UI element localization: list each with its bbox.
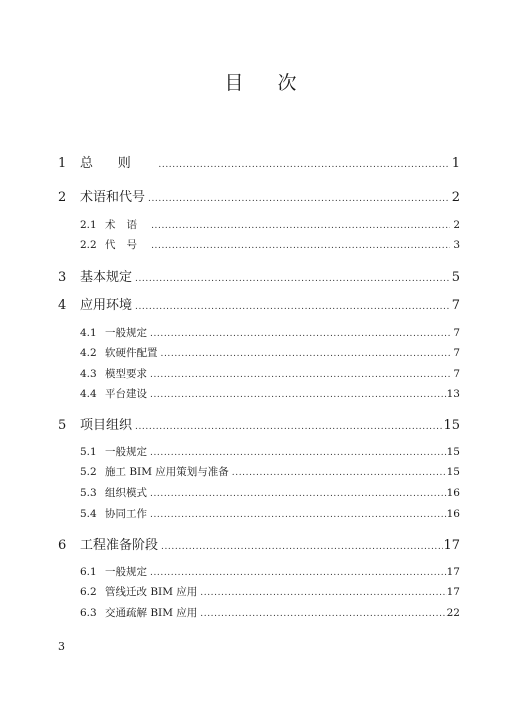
toc-entry-number: 2 bbox=[58, 190, 67, 205]
toc-entry-page: 16 bbox=[446, 508, 460, 520]
toc-entry-number: 5.4 bbox=[80, 508, 97, 520]
toc-entry-6-2[interactable] bbox=[80, 584, 460, 599]
toc-entry-label: 交通疏解 BIM 应用 bbox=[105, 607, 198, 619]
dot-leader bbox=[148, 568, 447, 578]
toc-entry-number: 5.2 bbox=[80, 466, 97, 478]
toc-entry-label: 施工 BIM 应用策划与准备 bbox=[105, 466, 229, 478]
dot-leader bbox=[133, 302, 450, 312]
toc-entry-label: 组织模式 bbox=[105, 487, 147, 499]
toc-entry-page: 7 bbox=[451, 298, 460, 313]
toc-entry-label: 项目组织 bbox=[80, 418, 133, 433]
toc-entry-5-4[interactable] bbox=[80, 506, 460, 521]
dot-leader bbox=[149, 221, 450, 231]
toc-entry-5-1[interactable] bbox=[80, 444, 460, 459]
toc-entry-number: 4.2 bbox=[80, 347, 97, 359]
dot-leader bbox=[148, 390, 447, 400]
toc-entry-2-1[interactable] bbox=[80, 217, 460, 232]
dot-leader bbox=[156, 160, 450, 170]
toc-entry-number: 4.3 bbox=[80, 368, 97, 380]
dot-leader bbox=[148, 448, 447, 458]
toc-entry-label: 术语 bbox=[105, 219, 149, 231]
toc-entry-number: 2.1 bbox=[80, 219, 97, 231]
toc-entry-4-1[interactable] bbox=[80, 325, 460, 340]
toc-entry-page: 3 bbox=[453, 239, 460, 251]
toc-entry-number: 6.3 bbox=[80, 607, 97, 619]
toc-entry-5[interactable] bbox=[58, 414, 460, 433]
toc-entry-number: 4.4 bbox=[80, 388, 97, 400]
dot-leader bbox=[198, 609, 446, 619]
page-number: 3 bbox=[58, 640, 65, 653]
toc-entry-page: 22 bbox=[446, 607, 460, 619]
toc-entry-6-1[interactable] bbox=[80, 564, 460, 579]
dot-leader bbox=[133, 422, 443, 432]
toc-entry-1[interactable] bbox=[58, 152, 460, 171]
toc-entry-label: 管线迁改 BIM 应用 bbox=[105, 586, 198, 598]
dot-leader bbox=[198, 588, 446, 598]
toc-entry-label: 工程准备阶段 bbox=[80, 538, 159, 553]
toc-entry-4[interactable] bbox=[58, 294, 460, 313]
toc-entry-6-3[interactable] bbox=[80, 605, 460, 620]
toc-entry-number: 5.3 bbox=[80, 487, 97, 499]
toc-entry-label: 软硬件配置 bbox=[105, 347, 158, 359]
toc-entry-number: 6 bbox=[58, 538, 67, 553]
dot-leader bbox=[159, 349, 451, 359]
toc-entry-label: 一般规定 bbox=[105, 327, 147, 339]
toc-entry-4-2[interactable] bbox=[80, 345, 460, 360]
dot-leader bbox=[148, 329, 450, 339]
toc-entry-page: 16 bbox=[446, 487, 460, 499]
toc-entry-page: 15 bbox=[443, 418, 460, 433]
toc-entry-page: 2 bbox=[453, 219, 460, 231]
toc-entry-page: 15 bbox=[446, 466, 460, 478]
toc-entry-4-3[interactable] bbox=[80, 366, 460, 381]
toc-entry-3[interactable] bbox=[58, 266, 460, 285]
toc-entry-page: 17 bbox=[446, 586, 460, 598]
toc-entry-number: 6.1 bbox=[80, 566, 97, 578]
toc-entry-page: 7 bbox=[453, 327, 460, 339]
toc-entry-number: 6.2 bbox=[80, 586, 97, 598]
toc-entry-page: 5 bbox=[451, 270, 460, 285]
toc-entry-label: 协同工作 bbox=[105, 508, 147, 520]
toc-entry-label: 基本规定 bbox=[80, 270, 133, 285]
toc-entry-page: 17 bbox=[443, 538, 460, 553]
toc-entry-number: 4.1 bbox=[80, 327, 97, 339]
toc-entry-number: 5 bbox=[58, 418, 67, 433]
toc-entry-number: 4 bbox=[58, 298, 67, 313]
dot-leader bbox=[148, 370, 450, 380]
toc-entry-page: 7 bbox=[453, 347, 460, 359]
dot-leader bbox=[149, 241, 450, 251]
dot-leader bbox=[148, 510, 447, 520]
toc-entry-page: 7 bbox=[453, 368, 460, 380]
toc-title: 目次 bbox=[224, 72, 331, 94]
toc-entry-page: 15 bbox=[446, 446, 460, 458]
toc-entry-page: 1 bbox=[451, 156, 460, 171]
toc-entry-page: 2 bbox=[451, 190, 460, 205]
toc-entry-label: 总则 bbox=[80, 156, 156, 171]
toc-entry-page: 13 bbox=[446, 388, 460, 400]
toc-entry-label: 平台建设 bbox=[105, 388, 147, 400]
toc-entry-page: 17 bbox=[446, 566, 460, 578]
toc-entry-label: 术语和代号 bbox=[80, 190, 146, 205]
toc-entry-number: 2.2 bbox=[80, 239, 97, 251]
toc-entry-label: 应用环境 bbox=[80, 298, 133, 313]
dot-leader bbox=[148, 489, 447, 499]
toc-entry-number: 1 bbox=[58, 156, 67, 171]
toc-entry-5-2[interactable] bbox=[80, 464, 460, 479]
dot-leader bbox=[230, 468, 447, 478]
toc-entry-label: 一般规定 bbox=[105, 446, 147, 458]
toc-entry-4-4[interactable] bbox=[80, 386, 460, 401]
dot-leader bbox=[133, 274, 450, 284]
toc-entry-2-2[interactable] bbox=[80, 237, 460, 252]
toc-entry-label: 模型要求 bbox=[105, 368, 147, 380]
toc-entry-label: 代号 bbox=[105, 239, 149, 251]
toc-entry-2[interactable] bbox=[58, 186, 460, 205]
dot-leader bbox=[146, 194, 450, 204]
toc-entry-label: 一般规定 bbox=[105, 566, 147, 578]
dot-leader bbox=[159, 542, 443, 552]
toc-entry-number: 3 bbox=[58, 270, 67, 285]
toc-entry-5-3[interactable] bbox=[80, 485, 460, 500]
toc-entry-number: 5.1 bbox=[80, 446, 97, 458]
toc-entry-6[interactable] bbox=[58, 534, 460, 553]
